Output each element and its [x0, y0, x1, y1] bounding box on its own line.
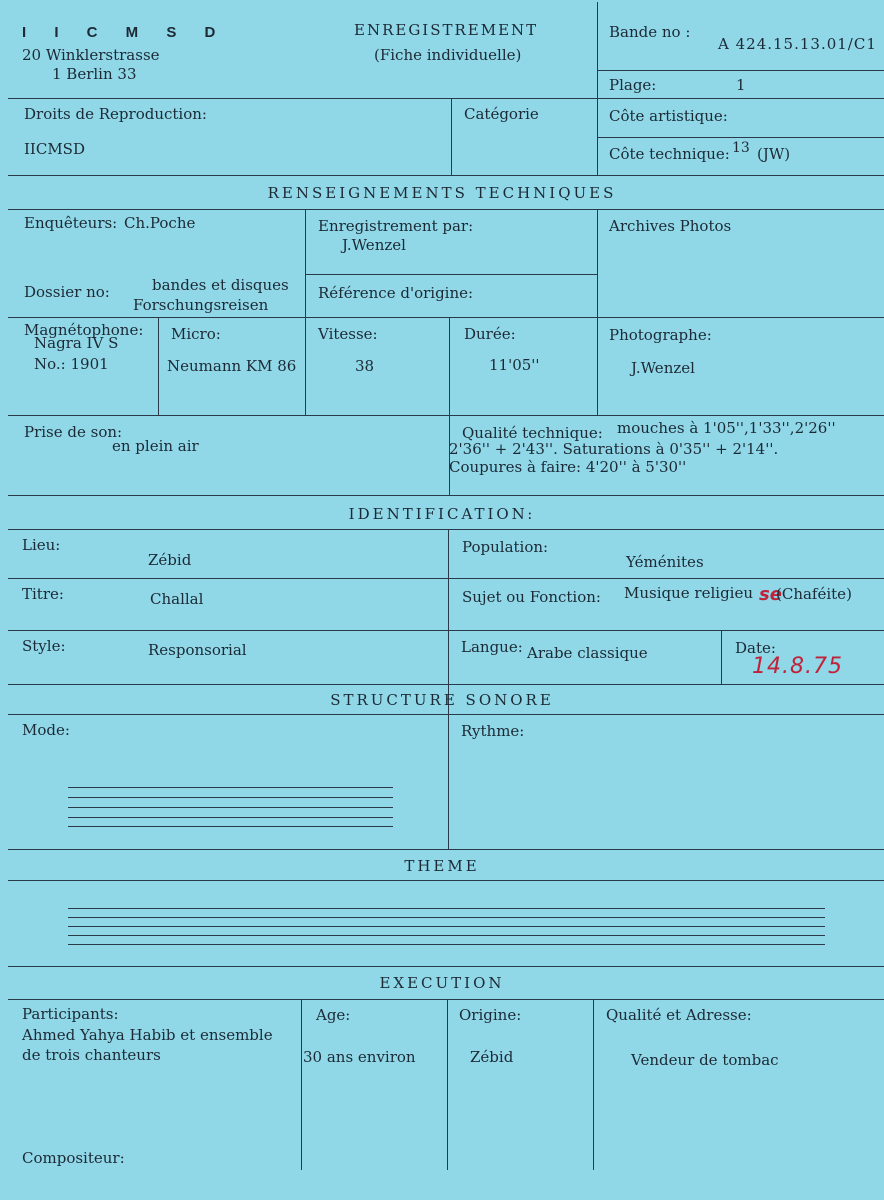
enregistrement-value: J.Wenzel	[342, 236, 406, 254]
enqueteurs-value: Ch.Poche	[124, 214, 196, 232]
cote-technique-label: Côte technique:	[609, 145, 730, 163]
plage-value: 1	[736, 76, 746, 94]
section-identification: IDENTIFICATION:	[348, 505, 536, 523]
micro-label: Micro:	[171, 325, 221, 343]
participants-line-2: de trois chanteurs	[22, 1046, 161, 1064]
theme-staff-line	[68, 908, 825, 909]
theme-staff-line	[68, 926, 825, 927]
section-renseignements-techniques: RENSEIGNEMENTS TECHNIQUES	[267, 184, 617, 202]
sujet-correction: se	[759, 584, 782, 605]
mode-staff-line	[68, 807, 393, 808]
mode-label: Mode:	[22, 721, 70, 739]
compositeur-label: Compositeur:	[22, 1149, 125, 1167]
section-execution: EXECUTION	[379, 974, 505, 992]
micro-value: Neumann KM 86	[167, 357, 297, 375]
origine-value: Zébid	[470, 1048, 514, 1066]
mode-staff-line	[68, 787, 393, 788]
sujet-value: Musique religieu	[624, 584, 754, 602]
duree-label: Durée:	[464, 325, 516, 343]
age-label: Age:	[316, 1006, 351, 1024]
droits-value: IICMSD	[24, 140, 85, 158]
address-line-2: 1 Berlin 33	[52, 65, 137, 83]
reference-label: Référence d'origine:	[318, 284, 474, 302]
institute-name: I I C M S D	[22, 24, 228, 41]
photographe-value: J.Wenzel	[631, 359, 695, 377]
lieu-value: Zébid	[148, 551, 192, 569]
photographe-label: Photographe:	[609, 326, 712, 344]
section-theme: THEME	[404, 857, 480, 875]
vitesse-label: Vitesse:	[318, 325, 378, 343]
population-value: Yéménites	[626, 553, 704, 571]
theme-staff-line	[68, 917, 825, 918]
dossier-label: Dossier no:	[24, 283, 110, 301]
theme-staff-line	[68, 944, 825, 945]
cote-technique-number: 13	[732, 140, 750, 156]
origine-label: Origine:	[459, 1006, 522, 1024]
participants-label: Participants:	[22, 1005, 119, 1023]
style-label: Style:	[22, 637, 66, 655]
form-subtitle: (Fiche individuelle)	[374, 46, 522, 64]
qualite-technique-line-2: 2'36'' + 2'43''. Saturations à 0'35'' + 2'14''.	[449, 440, 779, 458]
dossier-value-2: Forschungsreisen	[133, 296, 269, 314]
sujet-suffix: (Chaféite)	[776, 585, 852, 603]
duree-value: 11'05''	[489, 356, 540, 374]
section-structure-sonore: STRUCTURE SONORE	[330, 691, 554, 709]
plage-label: Plage:	[609, 76, 657, 94]
date-label: Date:	[735, 639, 776, 657]
magnetophone-value: Nagra IV S	[34, 334, 119, 352]
participants-line-1: Ahmed Yahya Habib et ensemble	[22, 1026, 273, 1044]
mode-staff-line	[68, 797, 393, 798]
magnetophone-label: Magnétophone:	[24, 321, 144, 339]
titre-value: Challal	[150, 590, 204, 608]
magnetophone-number: No.: 1901	[34, 355, 109, 373]
vitesse-value: 38	[355, 357, 375, 375]
style-value: Responsorial	[148, 641, 247, 659]
lieu-label: Lieu:	[22, 536, 61, 554]
bande-value: A 424.15.13.01/C1	[718, 35, 877, 53]
address-line-1: 20 Winklerstrasse	[22, 46, 160, 64]
sujet-label: Sujet ou Fonction:	[462, 588, 601, 606]
rythme-label: Rythme:	[461, 722, 525, 740]
qualite-adresse-value: Vendeur de tombac	[631, 1051, 779, 1069]
cote-artistique-label: Côte artistique:	[609, 107, 728, 125]
mode-staff-line	[68, 826, 393, 827]
qualite-technique-label: Qualité technique:	[462, 424, 603, 442]
age-value: 30 ans environ	[303, 1048, 416, 1066]
form-title: ENREGISTREMENT	[354, 21, 539, 39]
categorie-label: Catégorie	[464, 105, 539, 123]
date-value: 14.8.75	[752, 654, 843, 679]
dossier-value-1: bandes et disques	[152, 276, 289, 294]
langue-value: Arabe classique	[527, 644, 648, 662]
langue-label: Langue:	[461, 638, 523, 656]
cote-technique-value: (JW)	[757, 145, 791, 163]
prise-de-son-label: Prise de son:	[24, 423, 123, 441]
theme-staff-line	[68, 935, 825, 936]
enqueteurs-label: Enquêteurs:	[24, 214, 118, 232]
archives-photos-label: Archives Photos	[609, 217, 732, 235]
enregistrement-label: Enregistrement par:	[318, 217, 474, 235]
droits-label: Droits de Reproduction:	[24, 105, 207, 123]
qualite-technique-line-3: Coupures à faire: 4'20'' à 5'30''	[449, 458, 687, 476]
population-label: Population:	[462, 538, 549, 556]
titre-label: Titre:	[22, 585, 64, 603]
mode-staff-line	[68, 817, 393, 818]
bande-label: Bande no :	[609, 23, 691, 41]
qualite-technique-line-1: mouches à 1'05'',1'33'',2'26''	[617, 419, 836, 437]
qualite-adresse-label: Qualité et Adresse:	[606, 1006, 752, 1024]
prise-de-son-value: en plein air	[112, 437, 199, 455]
